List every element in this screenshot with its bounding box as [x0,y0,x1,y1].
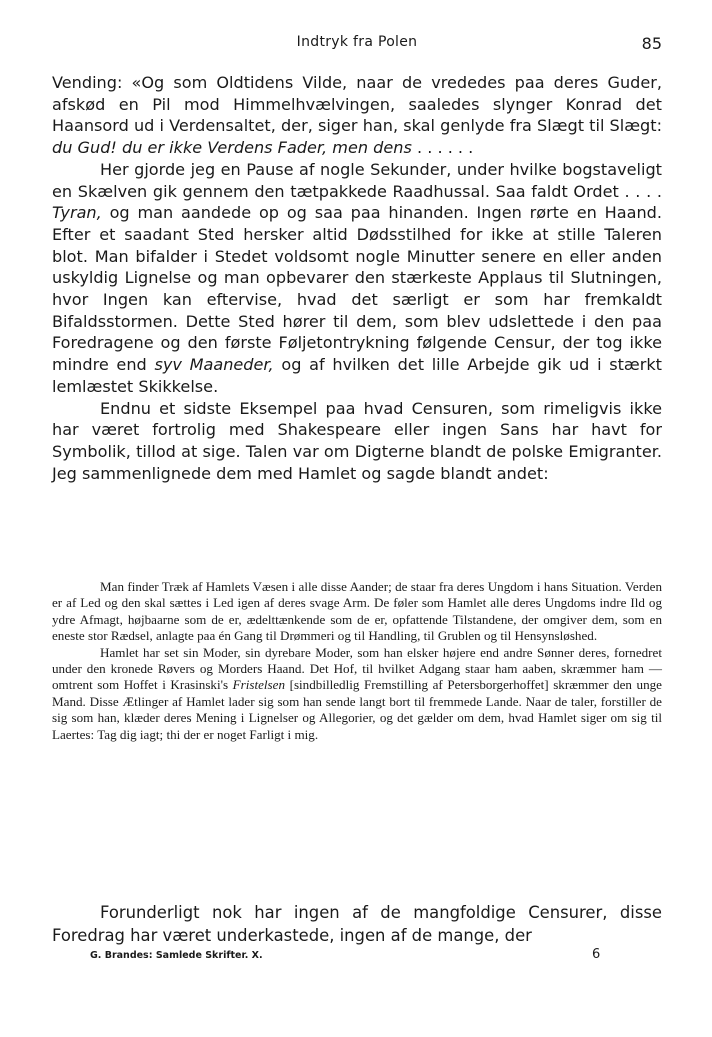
paragraph-1 [52,72,662,159]
quote-paragraph-2-text-b: [sindbilledlig Fremstilling af Petersborgerhoffet] skræmmer den unge Mand. Disse Ætlinger af Hamlet lader sig som han sende langt bort til fremmede Lande. Naar de taler, forstiller de sig som han, klæder deres Mening i Lignelser og Allegorier, og det gælder om dem, hvad Hamlet siger om sig til Laertes: Tag dig iagt; thi der er noget Farligt i mig. [52,677,662,742]
running-title: Indtryk fra Polen [296,34,418,50]
quote-paragraph-2-text-a: Hamlet har set sin Moder, sin dyrebare Moder, som han elsker højere end andre Sønner deres, fornedret under den kronede Røvers og Morders Haand. Det Hof, til hvilket Adgang staar ham aaben, skræmmer ham — omtrent som Hoffet i Krasinski's [52,644,662,693]
quote-paragraph-2-italic: Fristelsen [232,677,286,693]
paragraph-1-text-a: Vending: «Og som Oldtidens Vilde, naar de vrededes paa deres Guder, afskød en Pil mod Himmelhvælvingen, saaledes slynger Konrad det Haansord ud i Verdensaltet, der, siger han, skal genlyde fra Slægt til Slægt: [52,73,662,136]
quote-paragraph-1: Man finder Træk af Hamlets Væsen i alle disse Aander; de staar fra deres Ungdom i hans Situation. Verden er af Led og den skal sættes i Led igen af deres svage Arm. De føler som Hamlet alle deres Ungdoms indre Ild og ydre Afmagt, højbaarne som de er, ædelttænkende som de er, opfattende Tilstandene, der omgiver dem, som en eneste stor Rædsel, anlagte paa én Gang til Drømmeri og til Handling, til Grublen og til Hensynsløshed. [52,579,662,644]
paragraph-2-text-a: Her gjorde jeg en Pause af nogle Sekunder, under hvilke bogstaveligt en Skælven gik gennem den tætpakkede Raadhussal. Saa faldt Ordet . . . . [52,159,662,201]
paragraph-2-text-b: og man aandede op og saa paa hinanden. Ingen rørte en Haand. Efter et saadant Sted hersker altid Dødsstilhed for ikke at stille Taleren blot. Man bifalder i Stedet voldsomt nogle Minutter senere en eller anden uskyldig Lignelse og man opbevarer den stærkeste Applaus til Slutningen, hvor Ingen kan eftervise, hvad det særligt er som har fremkaldt Bifaldsstormen. Dette Sted hører til dem, som blev udslettede i den paa Foredragene og den første Føljetontrykning følgende Censur, der tog ikke mindre end [52,203,662,375]
closing-paragraph: Forunderligt nok har ingen af de mangfoldige Censurer, disse Foredrag har været underkastede, ingen af de mange, der [52,903,662,945]
quote-paragraph-2 [52,645,662,743]
paragraph-2-italic-b: syv Maaneder, [154,355,274,375]
page-number: 85 [641,34,662,53]
main-text [52,72,662,484]
paragraph-3: Endnu et sidste Eksempel paa hvad Censuren, som rimeligvis ikke har været fortrolig med Shakespeare eller ingen Sans har havt for Symbolik, tillod at sige. Talen var om Digterne blandt de polske Emigranter. Jeg sammenlignede dem med Hamlet og sagde blandt andet: [52,398,662,483]
paragraph-2-text-c: og af hvilken det lille Arbejde gik ud i stærkt lemlæstet Skikkelse. [52,355,662,396]
paragraph-1-italic: du Gud! du er ikke Verdens Fader, men dens [52,138,412,158]
closing-text [52,902,662,947]
signature-mark: 6 [592,947,601,962]
paragraph-1-text-b: . . . . . . [411,138,474,158]
block-quote [52,579,662,743]
signature-line: G. Brandes: Samlede Skrifter. X. [90,950,263,961]
paragraph-2-italic-a: Tyran, [52,203,102,223]
page-header [52,34,662,58]
paragraph-2 [52,159,662,398]
